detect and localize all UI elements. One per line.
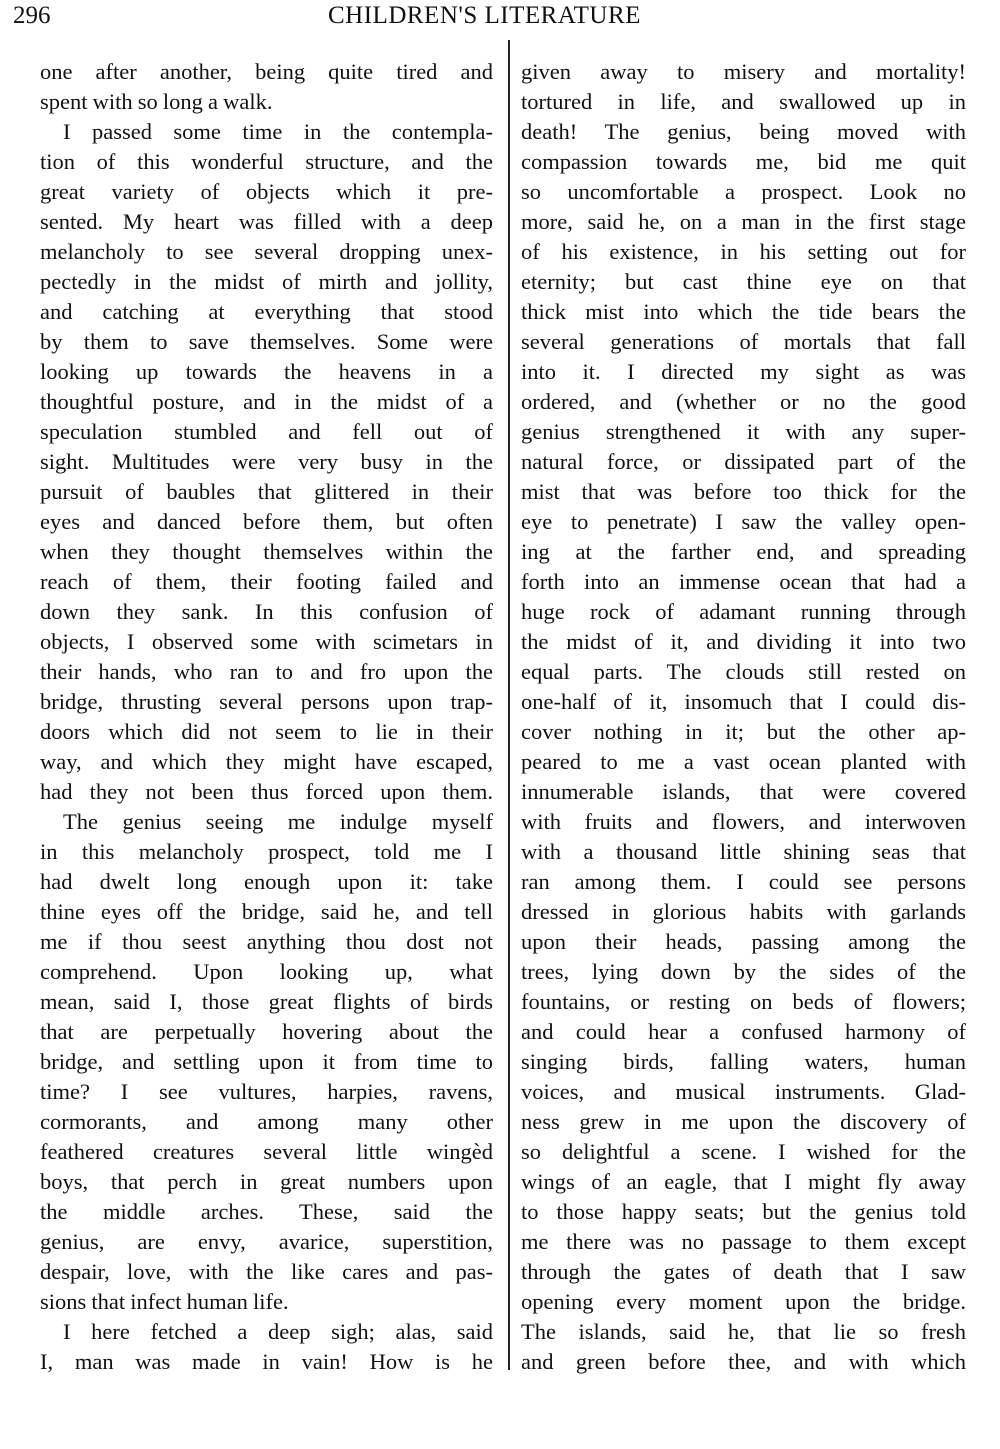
text-line: ness grew in me upon the discovery of xyxy=(521,1109,966,1134)
text-line: bridge, and settling upon it from time to xyxy=(40,1049,493,1074)
text-line: melancholy to see several dropping unex- xyxy=(40,239,493,264)
text-line: mean, said I, those great flights of birds xyxy=(40,989,493,1014)
text-line: the middle arches. These, said the xyxy=(40,1199,493,1224)
text-line: comprehend. Upon looking up, what xyxy=(40,959,493,984)
text-line: eyes and danced before them, but often xyxy=(40,509,493,534)
text-line: and green before thee, and with which xyxy=(521,1349,966,1374)
text-line: eye to penetrate) I saw the valley open- xyxy=(521,509,966,534)
text-line: with fruits and flowers, and interwoven xyxy=(521,809,966,834)
text-line: the midst of it, and dividing it into two xyxy=(521,629,966,654)
text-line: mist that was before too thick for the xyxy=(521,479,966,504)
text-line: wings of an eagle, that I might fly away xyxy=(521,1169,966,1194)
text-line: objects, I observed some with scimetars in xyxy=(40,629,493,654)
text-line: great variety of objects which it pre- xyxy=(40,179,493,204)
text-line: tortured in life, and swallowed up in xyxy=(521,89,966,114)
text-line: with a thousand little shining seas that xyxy=(521,839,966,864)
text-line: speculation stumbled and fell out of xyxy=(40,419,493,444)
text-line: sented. My heart was filled with a deep xyxy=(40,209,493,234)
text-line: dressed in glorious habits with garlands xyxy=(521,899,966,924)
text-line: sions that infect human life. xyxy=(40,1289,289,1314)
text-line: one-half of it, insomuch that I could dis- xyxy=(521,689,966,714)
text-line: spent with so long a walk. xyxy=(40,89,273,114)
text-line: genius strengthened it with any super- xyxy=(521,419,966,444)
text-line: thoughtful posture, and in the midst of a xyxy=(40,389,493,414)
text-line: I passed some time in the contempla- xyxy=(63,119,493,144)
text-line: and catching at everything that stood xyxy=(40,299,493,324)
text-line: when they thought themselves within the xyxy=(40,539,493,564)
text-line: thick mist into which the tide bears the xyxy=(521,299,966,324)
text-line: to those happy seats; but the genius told xyxy=(521,1199,966,1224)
text-line: and could hear a confused harmony of xyxy=(521,1019,966,1044)
text-line: that are perpetually hovering about the xyxy=(40,1019,493,1044)
text-line: tion of this wonderful structure, and the xyxy=(40,149,493,174)
text-line: boys, that perch in great numbers upon xyxy=(40,1169,493,1194)
text-line: of his existence, in his setting out for xyxy=(521,239,966,264)
text-line: ran among them. I could see persons xyxy=(521,869,966,894)
text-line: doors which did not seem to lie in their xyxy=(40,719,493,744)
text-line: I here fetched a deep sigh; alas, said xyxy=(63,1319,493,1344)
text-line: by them to save themselves. Some were xyxy=(40,329,493,354)
text-line: so delightful a scene. I wished for the xyxy=(521,1139,966,1164)
text-line: through the gates of death that I saw xyxy=(521,1259,966,1284)
text-line: down they sank. In this confusion of xyxy=(40,599,493,624)
text-line: cormorants, and among many other xyxy=(40,1109,493,1134)
text-line: had they not been thus forced upon them. xyxy=(40,779,493,804)
text-line: pursuit of baubles that glittered in their xyxy=(40,479,493,504)
text-line: death! The genius, being moved with xyxy=(521,119,966,144)
text-line: trees, lying down by the sides of the xyxy=(521,959,966,984)
text-line: had dwelt long enough upon it: take xyxy=(40,869,493,894)
text-line: into it. I directed my sight as was xyxy=(521,359,966,384)
text-line: time? I see vultures, harpies, ravens, xyxy=(40,1079,493,1104)
text-line: way, and which they might have escaped, xyxy=(40,749,493,774)
text-line: fountains, or resting on beds of flowers; xyxy=(521,989,966,1014)
text-line: ordered, and (whether or no the good xyxy=(521,389,966,414)
text-line: peared to me a vast ocean planted with xyxy=(521,749,966,774)
text-line: so uncomfortable a prospect. Look no xyxy=(521,179,966,204)
text-line: huge rock of adamant running through xyxy=(521,599,966,624)
text-line: opening every moment upon the bridge. xyxy=(521,1289,966,1314)
text-line: me if thou seest anything thou dost not xyxy=(40,929,493,954)
text-line: despair, love, with the like cares and pas- xyxy=(40,1259,493,1284)
text-line: feathered creatures several little wingèd xyxy=(40,1139,493,1164)
text-line: thine eyes off the bridge, said he, and tell xyxy=(40,899,493,924)
text-line: genius, are envy, avarice, superstition, xyxy=(40,1229,493,1254)
text-line: forth into an immense ocean that had a xyxy=(521,569,966,594)
running-head: CHILDREN'S LITERATURE xyxy=(328,2,641,29)
text-line: reach of them, their footing failed and xyxy=(40,569,493,594)
text-line: bridge, thrusting several persons upon trap- xyxy=(40,689,493,714)
text-line: upon their heads, passing among the xyxy=(521,929,966,954)
text-line: innumerable islands, that were covered xyxy=(521,779,966,804)
page-number: 296 xyxy=(13,2,51,29)
text-line: cover nothing in it; but the other ap- xyxy=(521,719,966,744)
text-line: singing birds, falling waters, human xyxy=(521,1049,966,1074)
text-line: voices, and musical instruments. Glad- xyxy=(521,1079,966,1104)
text-line: one after another, being quite tired and xyxy=(40,59,493,84)
text-line: The islands, said he, that lie so fresh xyxy=(521,1319,966,1344)
text-line: ing at the farther end, and spreading xyxy=(521,539,966,564)
text-line: sight. Multitudes were very busy in the xyxy=(40,449,493,474)
text-line: natural force, or dissipated part of the xyxy=(521,449,966,474)
text-line: their hands, who ran to and fro upon the xyxy=(40,659,493,684)
text-line: more, said he, on a man in the first stage xyxy=(521,209,966,234)
text-line: The genius seeing me indulge myself xyxy=(63,809,493,834)
left-column xyxy=(40,57,493,1377)
text-line: in this melancholy prospect, told me I xyxy=(40,839,493,864)
text-line: given away to misery and mortality! xyxy=(521,59,966,84)
text-line: equal parts. The clouds still rested on xyxy=(521,659,966,684)
text-line: me there was no passage to them except xyxy=(521,1229,966,1254)
text-line: looking up towards the heavens in a xyxy=(40,359,493,384)
text-line: eternity; but cast thine eye on that xyxy=(521,269,966,294)
right-column xyxy=(521,57,966,1377)
text-line: several generations of mortals that fall xyxy=(521,329,966,354)
text-line: I, man was made in vain! How is he xyxy=(40,1349,493,1374)
text-line: pectedly in the midst of mirth and jollity, xyxy=(40,269,493,294)
column-divider xyxy=(508,40,510,1370)
text-line: compassion towards me, bid me quit xyxy=(521,149,966,174)
